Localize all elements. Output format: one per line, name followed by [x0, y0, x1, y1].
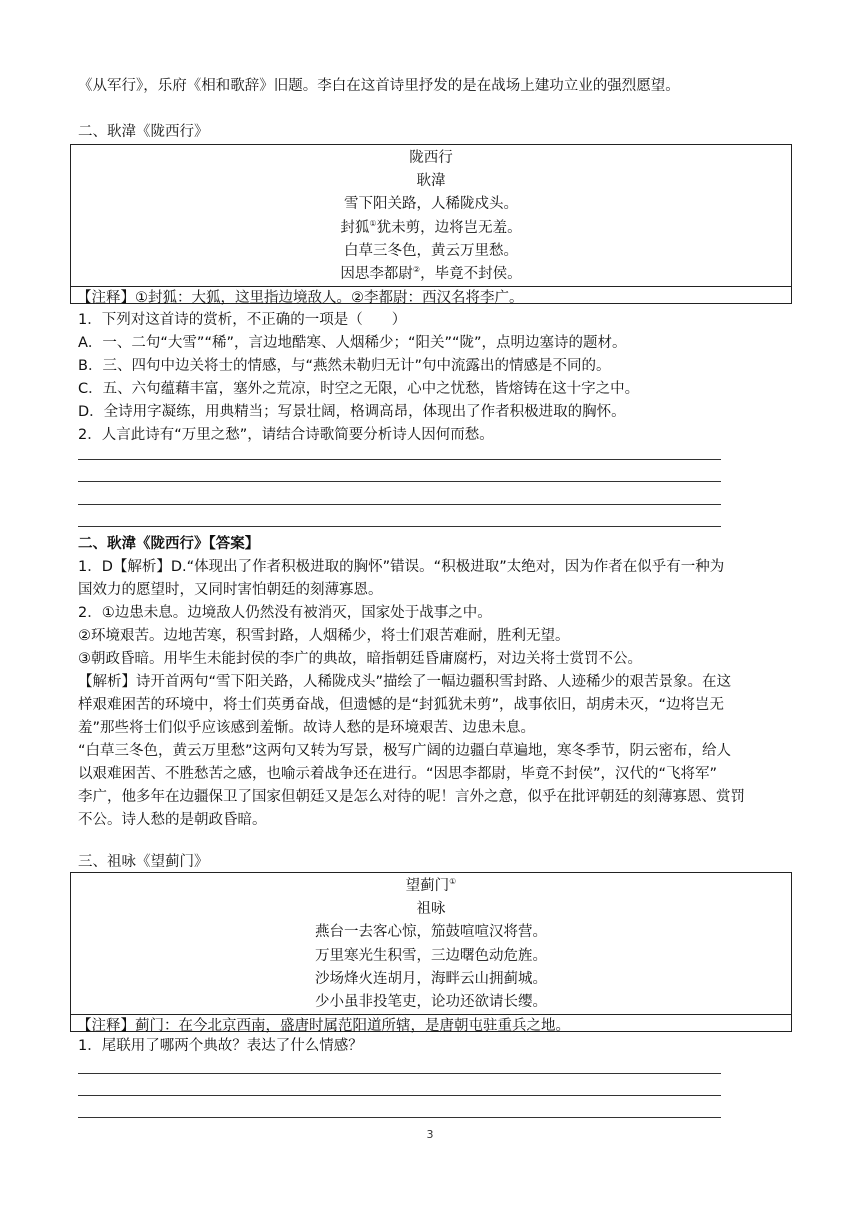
answers-heading: 二、耿湋《陇西行》【答案】	[78, 536, 260, 552]
poem-note: 【注释】蓟门：在今北京西南，盛唐时属范阳道所辖，是唐朝屯驻重兵之地。	[71, 1014, 791, 1037]
poem-title-text: 望蓟门	[405, 878, 450, 894]
poem-line-4-part-b: ，毕竟不封侯。	[420, 265, 522, 282]
analysis-line-3: 羞”那些将士们似乎应该感到羞惭。故诗人愁的是环境艰苦、边患未息。	[78, 720, 536, 736]
poem-line-2-part-b: 犹未剪，边将岂无羞。	[376, 219, 522, 236]
poem-line-2	[71, 217, 791, 240]
answer-2-line-1: 2．①边患未息。边境敌人仍然没有被消灭，国家处于战事之中。	[78, 605, 492, 621]
poem-note: 【注释】①封狐：大狐，这里指边境敌人。②李都尉：西汉名将李广。	[71, 286, 791, 309]
answer-2-line-3: ③朝政昏暗。用毕生未能封侯的李广的典故，暗指朝廷昏庸腐朽，对边关将士赏罚不公。	[78, 651, 642, 667]
poem-line-4: 少小虽非投笔吏，论功还欲请长缨。	[315, 993, 547, 1010]
answer-line[interactable]	[78, 526, 721, 527]
poem-line-2: 万里寒光生积雪，三边曙色动危旌。	[315, 947, 547, 964]
answer-line[interactable]	[78, 504, 721, 505]
question-2: 2．人言此诗有“万里之愁”，请结合诗歌简要分析诗人因何而愁。	[78, 427, 494, 443]
question-1: 1．下列对这首诗的赏析，不正确的一项是（ ）	[78, 312, 407, 328]
answer-1-line-1: 1．D【解析】D.“体现出了作者积极进取的胸怀”错误。“积极进取”太绝对，因为作者在似乎有一种为	[78, 559, 725, 575]
section2-heading: 二、耿湋《陇西行》	[78, 124, 209, 140]
poem-body	[71, 145, 791, 286]
footnote-marker-1: ①	[449, 877, 457, 887]
question-1: 1．尾联用了哪两个典故？表达了什么情感？	[78, 1038, 363, 1054]
poem-body	[71, 873, 791, 1014]
poem-line-3: 沙场烽火连胡月，海畔云山拥蓟城。	[315, 970, 547, 987]
poem-author: 祖咏	[416, 901, 446, 918]
analysis-line-2: 样艰难困苦的环境中，将士们英勇奋战，但遗憾的是“封狐犹未剪”，战事依旧，胡虏未灭，“边将岂无	[78, 697, 725, 713]
poem-line-4-part-a: 因思李都尉	[340, 265, 413, 282]
answer-line[interactable]	[78, 1073, 721, 1074]
poem-line-3: 白草三冬色，黄云万里愁。	[344, 242, 518, 259]
analysis-line-6: 李广，他多年在边疆保卫了国家但朝廷又是怎么对待的呢！言外之意，似乎在批评朝廷的刻薄寡恩、赏罚	[78, 789, 745, 805]
option-d: D．全诗用字凝练，用典精当；写景壮阔，格调高昂，体现出了作者积极进取的胸怀。	[78, 404, 626, 420]
intro-line: 《从军行》，乐府《相和歌辞》旧题。李白在这首诗里抒发的是在战场上建功立业的强烈愿望。	[78, 78, 680, 94]
analysis-line-1: 【解析】诗开首两句“雪下阳关路，人稀陇戍头”描绘了一幅边疆积雪封路、人迹稀少的艰苦景象。在这	[78, 674, 732, 690]
page-number: 3	[426, 1128, 434, 1141]
answer-line[interactable]	[78, 459, 721, 460]
answer-line[interactable]	[78, 1117, 721, 1118]
analysis-line-5: 以艰难困苦、不胜愁苦之感，也喻示着战争还在进行。“因思李都尉，毕竟不封侯”，汉代的“飞将军”	[78, 766, 718, 782]
poem-line-1: 雪下阳关路，人稀陇戍头。	[344, 196, 518, 213]
poem-line-1: 燕台一去客心惊，笳鼓喧喧汉将营。	[315, 924, 547, 941]
analysis-line-7: 不公。诗人愁的是朝政昏暗。	[78, 812, 267, 828]
option-a: A．一、二句“大雪”“稀”，言边地酷寒、人烟稀少；“阳关”“陇”，点明边塞诗的题材。	[78, 335, 627, 351]
footnote-marker-2: ②	[412, 265, 421, 275]
analysis-line-4: “白草三冬色，黄云万里愁”这两句又转为写景，极写广阔的边疆白草遍地，寒冬季节，阴云密布，给人	[78, 743, 732, 759]
poem-title	[71, 875, 791, 898]
answer-1-line-2: 国效力的愿望时，又同时害怕朝廷的刻薄寡恩。	[78, 582, 383, 598]
answer-2-line-2: ②环境艰苦。边地苦寒，积雪封路，人烟稀少，将士们艰苦难耐，胜利无望。	[78, 628, 570, 644]
section3-heading: 三、祖咏《望蓟门》	[78, 854, 209, 870]
poem-line-2-part-a: 封狐	[340, 219, 370, 236]
answer-line[interactable]	[78, 1095, 721, 1096]
poem-author: 耿湋	[416, 173, 446, 190]
poem-line-4	[71, 263, 791, 286]
answer-line[interactable]	[78, 481, 721, 482]
poem-box-wangjimen	[70, 872, 792, 1035]
poem-box-longxixing	[70, 144, 792, 307]
option-b: B．三、四句中边关将士的情感，与“燕然未勒归无计”句中流露出的情感是不同的。	[78, 358, 611, 374]
option-c: C．五、六句蕴藉丰富，塞外之荒凉，时空之无限，心中之忧愁，皆熔铸在这十字之中。	[78, 381, 640, 397]
poem-title: 陇西行	[409, 150, 453, 166]
footnote-marker-1: ①	[369, 218, 377, 228]
